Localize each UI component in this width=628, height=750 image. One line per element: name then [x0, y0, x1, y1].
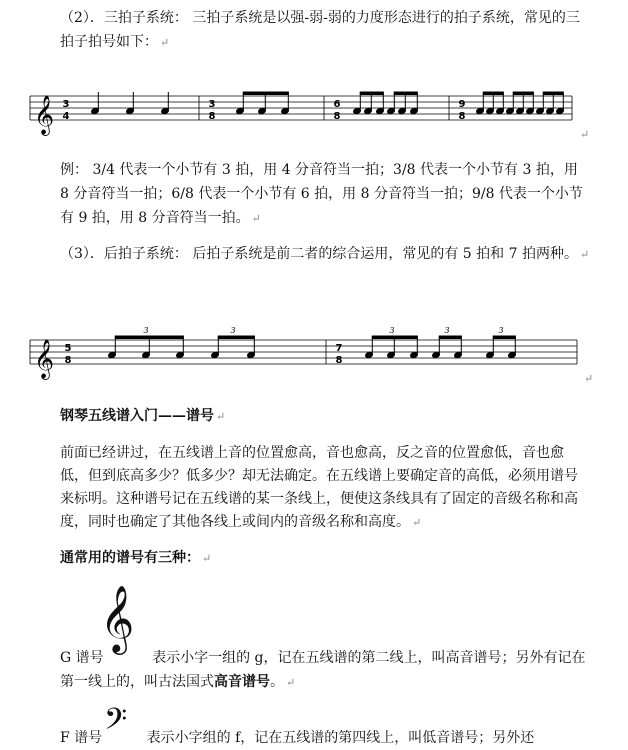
treble-clef-icon: 𝄞 [100, 584, 135, 652]
note-beam [543, 92, 563, 95]
paragraph-example: 例： 3/4 代表一个小节有 3 拍，用 4 分音符当一拍；3/8 代表一个小节有 3 拍，用 8 分音符当一拍；6/8 代表一个小节有 6 拍，用 8 分音符当一拍；9/8 代表一个小节有 9 拍，用 8 分音符当一拍。 ↵ [60, 162, 583, 226]
note-beam [493, 336, 515, 339]
staff-compound-meters [0, 320, 628, 390]
time-sig-bottom: 8 [458, 111, 466, 122]
time-sig-bottom: 8 [333, 111, 341, 122]
triplet-label: 3 [389, 326, 395, 335]
time-sig-bottom: 8 [208, 111, 216, 122]
heading-clefs: 钢琴五线谱入门——谱号 ↵ [60, 408, 226, 424]
time-sig-bottom: 8 [335, 355, 343, 366]
triplet-label: 3 [444, 326, 450, 335]
paragraph-compound-meter: （3）．后拍子系统： 后拍子系统是前二者的综合运用，常见的有 5 拍和 7 拍两种。 ↵ [60, 246, 590, 262]
note-beam [394, 92, 417, 95]
bass-clef-icon: 𝄢 [104, 703, 128, 744]
time-sig-top: 3 [62, 99, 70, 110]
time-sig-top: 3 [208, 99, 216, 110]
heading-clef-types: 通常用的谱号有三种： ↵ [60, 550, 212, 566]
paragraph-triple-meter: （2）．三拍子系统： 三拍子系统是以强-弱-弱的力度形态进行的拍子系统，常见的三拍子拍号如下： ↵ [60, 10, 580, 50]
note-beam [360, 92, 383, 95]
return-mark: ↵ [584, 372, 594, 385]
paragraph-clef-intro: 前面已经讲过，在五线谱上音的位置愈高，音也愈高，反之音的位置愈低，音也愈低，但到底高多少？低多少？却无法确定。在五线谱上要确定音的高低，必须用谱号来标明。这种谱号记在五线谱的某一条线上，便使这条线具有了固定的音级名称和高度，同时也确定了其他各线上或间内的音级名称和高度。 ↵ [60, 445, 578, 530]
treble-clef-icon: 𝄞 [34, 339, 55, 379]
time-sig-top: 5 [64, 343, 72, 354]
time-sig-top: 9 [458, 99, 466, 110]
note-beam [115, 336, 183, 339]
triplet-label: 3 [230, 326, 236, 335]
note-beam [513, 92, 533, 95]
triplet-label: 3 [143, 326, 149, 335]
staff-triple-meters [0, 82, 628, 152]
note-beam [218, 336, 254, 339]
note-beam [372, 336, 417, 339]
time-sig-top: 6 [333, 99, 341, 110]
triplet-label: 3 [498, 326, 504, 335]
note-beam [483, 92, 503, 95]
paragraph-g-clef: G 谱号 表示小字一组的 g，记在五线谱的第二线上，叫高音谱号；另外有记在第一线上的，叫古法国式高音谱号。 ↵ [60, 650, 586, 690]
note-beam [243, 92, 288, 95]
note-beam [439, 336, 461, 339]
time-sig-bottom: 4 [62, 111, 70, 122]
paragraph-f-clef: F 谱号 表示小字组的 f，记在五线谱的第四线上，叫低音谱号；另外还 [60, 730, 535, 746]
time-sig-top: 7 [335, 343, 343, 354]
time-sig-bottom: 8 [64, 355, 72, 366]
treble-clef-icon: 𝄞 [34, 95, 55, 135]
return-mark: ↵ [580, 128, 590, 141]
